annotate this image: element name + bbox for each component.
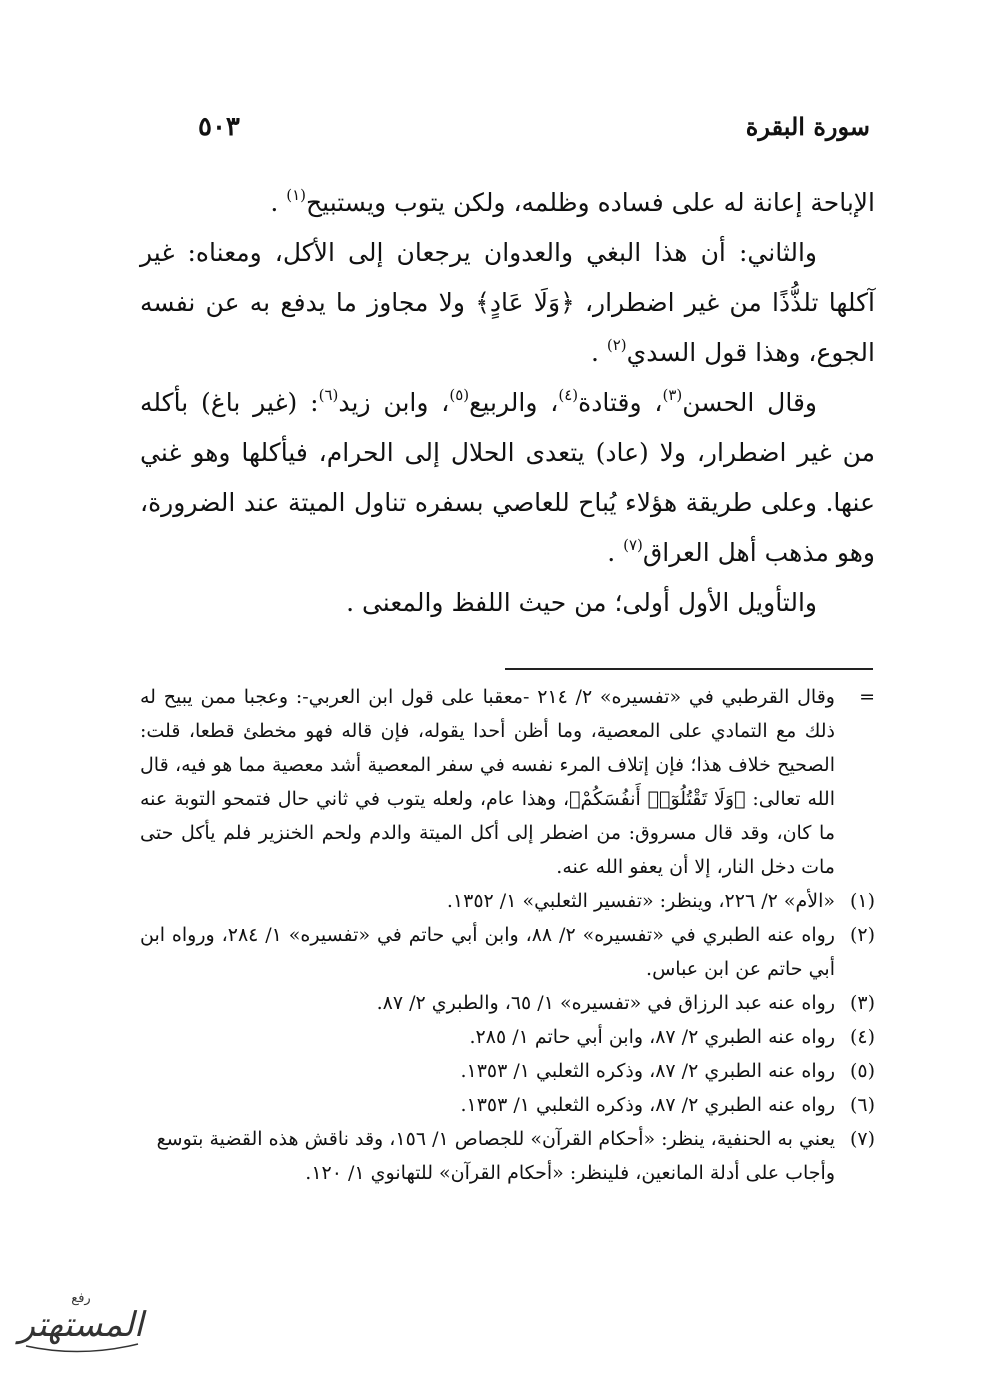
paragraph-end: . bbox=[607, 538, 624, 567]
footnotes bbox=[140, 680, 875, 1190]
watermark-small-text: رفع bbox=[71, 1291, 91, 1306]
footnote-6 bbox=[140, 1088, 875, 1122]
footnote-marker: (٦) bbox=[849, 1094, 875, 1116]
footnote-ref-2[interactable]: (٢) bbox=[606, 336, 627, 354]
paragraph-4 bbox=[140, 578, 875, 628]
footnote-marker: (٤) bbox=[849, 1026, 875, 1048]
footnote-ref-6[interactable]: (٦) bbox=[318, 386, 339, 404]
main-text bbox=[140, 178, 875, 628]
footnote-text: رواه عنه الطبري ٢/ ٨٧، وذكره الثعلبي ١/ ١٣٥٣. bbox=[460, 1094, 835, 1116]
footnote-text: رواه عنه الطبري في «تفسيره» ٢/ ٨٨، وابن أبي حاتم في «تفسيره» ١/ ٢٨٤، ورواه ابن أبي حاتم عن ابن عباس. bbox=[140, 924, 835, 980]
footnote-text: رواه عنه عبد الرزاق في «تفسيره» ١/ ٦٥، والطبري ٢/ ٨٧. bbox=[376, 992, 835, 1014]
footnote-2 bbox=[140, 918, 875, 986]
paragraph-end: . bbox=[590, 338, 607, 367]
footnote-ref-7[interactable]: (٧) bbox=[623, 536, 643, 554]
paragraph-text: ، والربيع bbox=[469, 388, 559, 417]
paragraph-3 bbox=[140, 378, 875, 578]
footnote-marker: (٢) bbox=[849, 924, 875, 946]
page-number: ٥٠٣ bbox=[198, 112, 240, 142]
footnote-continuation bbox=[140, 680, 875, 884]
paragraph-end: . bbox=[270, 188, 287, 217]
footnote-text: وقال القرطبي في «تفسيره» ٢/ ٢١٤ -معقبا على قول ابن العربي-: وعجبا ممن يبيح له ذلك مع التمادي على المعصية، وما أظن أحدا يقوله، فإن قاله فهو مخطئ قطعا، قلت: الصحيح خلاف هذا؛ فإن إتلاف المرء نفسه في سفر المعصية أشد معصية مما هو فيه، قال الله تعالى: ﴿وَلَا تَقْتُلُوٓا۟ أَنفُسَكُمْ﴾، وهذا عام، ولعله يتوب في ثاني حال فتمحو التوبة عنه ما كان، وقد قال مسروق: من اضطر إلى أكل الميتة والدم ولحم الخنزير فلم يأكل حتى مات دخل النار، إلا أن يعفو الله عنه. bbox=[140, 686, 835, 878]
paragraph-text: الإباحة إعانة له على فساده وظلمه، ولكن يتوب ويستبيح bbox=[306, 188, 875, 217]
footnote-separator-rule bbox=[505, 668, 873, 670]
footnote-marker: (٥) bbox=[849, 1060, 875, 1082]
footnote-text: رواه عنه الطبري ٢/ ٨٧، وذكره الثعلبي ١/ ١٣٥٣. bbox=[460, 1060, 835, 1082]
footnote-text: «الأم» ٢/ ٢٢٦، وينظر: «تفسير الثعلبي» ١/ ١٣٥٢. bbox=[446, 890, 835, 912]
watermark-main-text: المستهتر bbox=[18, 1305, 144, 1345]
paragraph-text: وقال الحسن bbox=[682, 388, 817, 417]
paragraph-text: : (غير باغ) بأكله من غير اضطرار، ولا (عاد) يتعدى الحلال إلى الحرام، فيأكلها وهو غني عنها. وعلى طريقة هؤلاء يُباح للعاصي بسفره تناول الميتة عند الضرورة، وهو مذهب أهل العراق bbox=[140, 388, 875, 567]
footnote-marker: (١) bbox=[849, 890, 875, 912]
footnote-ref-1[interactable]: (١) bbox=[286, 186, 307, 204]
footnote-marker: (٧) bbox=[849, 1128, 875, 1150]
footnote-4 bbox=[140, 1020, 875, 1054]
footnote-1 bbox=[140, 884, 875, 918]
paragraph-1 bbox=[140, 178, 875, 228]
footnote-ref-4[interactable]: (٤) bbox=[558, 386, 579, 404]
watermark-flourish bbox=[26, 1344, 138, 1352]
paragraph-text: والتأويل الأول أولى؛ من حيث اللفظ والمعنى . bbox=[346, 588, 817, 617]
footnote-ref-5[interactable]: (٥) bbox=[449, 386, 470, 404]
footnote-3 bbox=[140, 986, 875, 1020]
paragraph-2 bbox=[140, 228, 875, 378]
footnote-7 bbox=[140, 1122, 875, 1190]
footnote-5 bbox=[140, 1054, 875, 1088]
footnote-text: يعني به الحنفية، ينظر: «أحكام القرآن» للجصاص ١/ ١٥٦، وقد ناقش هذه القضية بتوسع وأجاب على أدلة المانعين، فلينظر: «أحكام القرآن» للتهانوي ١/ ١٢٠. bbox=[156, 1128, 835, 1184]
watermark-logo bbox=[6, 1280, 156, 1360]
footnote-text: رواه عنه الطبري ٢/ ٨٧، وابن أبي حاتم ١/ ٢٨٥. bbox=[469, 1026, 835, 1048]
continuation-marker: = bbox=[859, 686, 875, 708]
paragraph-text: والثاني: أن هذا البغي والعدوان يرجعان إلى الأكل، ومعناه: غير آكلها تلذُّذًا من غير اضطرار، ﴿وَلَا عَادٍ﴾ ولا مجاوز ما يدفع به عن نفسه الجوع، وهذا قول السدي bbox=[140, 238, 875, 367]
paragraph-text: ، وقتادة bbox=[578, 388, 663, 417]
footnote-marker: (٣) bbox=[849, 992, 875, 1014]
running-header-surah-title: سورة البقرة bbox=[745, 112, 870, 141]
paragraph-text: ، وابن زيد bbox=[338, 388, 450, 417]
footnote-ref-3[interactable]: (٣) bbox=[662, 386, 683, 404]
